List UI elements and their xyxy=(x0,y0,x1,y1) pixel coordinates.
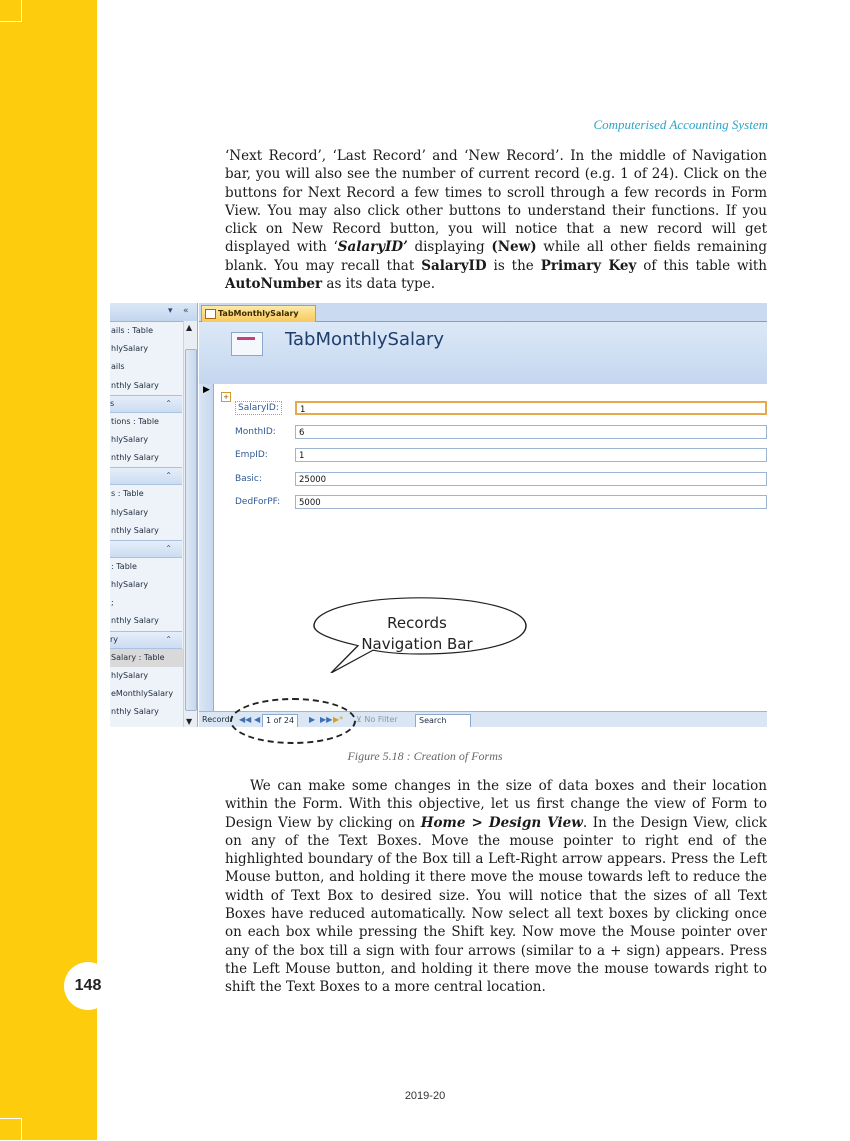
text-run: We can make some changes in the size of data boxes and their location within the Form. With this objective, let us first change the view of Form to Design View by clicking on xyxy=(225,778,767,831)
nav-item-label: : Table xyxy=(111,561,137,571)
nav-item-label: ails : Table xyxy=(111,326,153,335)
nav-pane-item[interactable] xyxy=(110,667,183,685)
nav-pane-item[interactable] xyxy=(110,522,183,540)
nav-pane-item[interactable] xyxy=(110,685,183,703)
body-paragraph-2 xyxy=(225,777,767,997)
nav-group-header[interactable] xyxy=(110,395,182,413)
tab-label: TabMonthlySalary xyxy=(218,309,299,318)
field-label xyxy=(235,427,276,437)
text-run: displaying xyxy=(407,239,492,256)
current-record-field[interactable]: 1 of 24 xyxy=(262,714,298,727)
nav-item-label: s xyxy=(110,398,115,408)
text-run: SalaryID’ xyxy=(337,239,408,256)
field-textbox[interactable]: 5000 xyxy=(295,495,767,509)
field-label-text: Basic: xyxy=(235,473,262,484)
nav-item-label: nthly Salary xyxy=(111,616,159,626)
nav-scrollbar[interactable] xyxy=(183,321,197,727)
filter-icon: ⊻ xyxy=(356,715,365,724)
nav-item-label: hlySalary xyxy=(111,344,149,354)
text-run: is the xyxy=(486,257,541,274)
figure-caption: Figure 5.18 : Creation of Forms xyxy=(347,749,503,763)
text-run: ‘Next Record’, ‘Last Record’ and ‘New Record’. In the middle of Navigation bar, you will also see the number of current record (e.g. 1 of 24). Click on the buttons for Next Record a few times to scroll through a few records in Form View. You may also click other buttons to understand their functions. If you click on New Record button, you will notice that a new record will get displayed with ‘ xyxy=(225,148,767,256)
scroll-thumb[interactable] xyxy=(185,349,197,711)
nav-group-header[interactable] xyxy=(110,540,182,558)
field-label xyxy=(235,450,268,460)
field-label xyxy=(235,497,280,507)
nav-pane-item[interactable] xyxy=(110,413,183,431)
first-record-button[interactable]: ◀◀ xyxy=(239,715,252,724)
next-record-button[interactable]: ▶ xyxy=(309,715,316,724)
nav-pane-item[interactable] xyxy=(110,449,183,467)
text-run: (New) xyxy=(491,239,537,256)
new-record-button[interactable]: ▶* xyxy=(333,715,344,724)
field-label-text: SalaryID: xyxy=(235,401,282,415)
scroll-down-icon[interactable]: ▼ xyxy=(186,717,193,726)
collapse-pane-icon[interactable]: « xyxy=(183,306,189,316)
last-record-button[interactable]: ▶▶ xyxy=(320,715,333,724)
callout-line-1: Records xyxy=(387,614,447,632)
footer-year: 2019-20 xyxy=(404,1090,446,1102)
navigation-pane xyxy=(110,303,198,727)
nav-item-label: nthly Salary xyxy=(111,525,159,535)
nav-pane-item[interactable] xyxy=(110,377,183,395)
page-number: 148 xyxy=(64,962,112,1010)
text-run: as its data type. xyxy=(322,276,436,293)
nav-pane-item[interactable] xyxy=(110,322,183,340)
document-tab-strip xyxy=(199,303,767,322)
nav-item-label: tions : Table xyxy=(111,416,159,426)
scroll-up-icon[interactable]: ▲ xyxy=(186,323,193,332)
nav-pane-item[interactable] xyxy=(110,431,183,449)
text-run: SalaryID xyxy=(421,257,487,274)
nav-pane-item[interactable] xyxy=(110,594,183,612)
nav-pane-item[interactable] xyxy=(110,558,183,576)
form-tab-icon xyxy=(205,309,216,319)
nav-item-label: nthly Salary xyxy=(111,707,159,717)
field-textbox[interactable]: 25000 xyxy=(295,472,767,486)
collapse-group-icon[interactable]: ⌃ xyxy=(165,634,172,644)
record-selector[interactable] xyxy=(199,384,214,711)
collapse-group-icon[interactable]: ⌃ xyxy=(165,471,172,481)
form-header xyxy=(199,322,767,384)
field-label xyxy=(235,474,262,484)
text-run: AutoNumber xyxy=(225,276,323,293)
nav-pane-item[interactable] xyxy=(110,703,183,721)
nav-pane-item[interactable] xyxy=(110,504,183,522)
nav-item-label: Salary : Table xyxy=(111,652,165,662)
nav-item-label: hlySalary xyxy=(111,507,149,517)
nav-pane-header xyxy=(110,303,197,322)
nav-item-label: ; xyxy=(111,598,114,608)
nav-item-label: s : Table xyxy=(111,489,144,499)
text-run: while all other fields remaining blank. You may recall that xyxy=(225,239,767,274)
field-label-text: MonthID: xyxy=(235,426,276,437)
collapse-group-icon[interactable]: ⌃ xyxy=(165,398,172,408)
field-textbox[interactable]: 1 xyxy=(295,448,767,462)
body-paragraph-1 xyxy=(225,147,767,293)
running-head: Computerised Accounting System xyxy=(593,117,768,132)
field-label-text: DedForPF: xyxy=(235,497,281,507)
text-run: . In the Design View, click on any of the Text Boxes. Move the mouse pointer to right end of the highlighted boundary of the Box till a Left-Right arrow appears. Press the Left Mouse button, and holding it there move the mouse towards left to reduce the width of Text Box to desired size. You will notice that the sizes of all Text Boxes have reduced automatically. Now select all text boxes by clicking once on each box while pressing the Shift key. Now move the Mouse pointer over any of the box till a sign with four arrows (similar to a + sign) appears. Press the Left Mouse button, and holding it there move the mouse towards right to shift the Text Boxes to a more central location. xyxy=(225,814,767,996)
nav-item-label: eMonthlySalary xyxy=(111,689,174,698)
field-label-text: EmpID: xyxy=(235,450,268,460)
layout-move-handle-icon[interactable]: + xyxy=(221,392,231,402)
crop-mark-top xyxy=(0,0,22,22)
nav-item-label: nthly Salary xyxy=(111,453,159,463)
nav-pane-item[interactable] xyxy=(110,485,183,503)
text-run: Primary Key xyxy=(540,257,637,274)
form-title: TabMonthlySalary xyxy=(285,329,445,350)
dropdown-icon[interactable]: ▾ xyxy=(168,306,173,316)
text-run: of this table with xyxy=(636,257,768,274)
nav-item-label: nthly Salary xyxy=(111,380,159,390)
no-filter-label: No Filter xyxy=(364,715,398,724)
tab-tabmonthlysalary[interactable] xyxy=(201,305,316,322)
no-filter-button[interactable] xyxy=(356,714,398,726)
navbar-highlight-ring xyxy=(230,698,356,744)
field-textbox[interactable]: 6 xyxy=(295,425,767,439)
nav-group-header[interactable] xyxy=(110,467,182,485)
field-textbox[interactable]: 1 xyxy=(295,401,767,415)
crop-mark-bottom xyxy=(0,1118,22,1141)
nav-pane-item[interactable] xyxy=(110,358,183,376)
previous-record-button[interactable]: ◀ xyxy=(254,715,261,724)
nav-item-label: hlySalary xyxy=(111,670,149,680)
callout-text xyxy=(313,613,521,655)
nav-pane-item[interactable] xyxy=(110,340,183,358)
nav-group-header[interactable] xyxy=(110,631,182,649)
record-label: Record: xyxy=(202,715,233,724)
nav-pane-item[interactable] xyxy=(110,612,183,630)
field-label xyxy=(235,403,282,413)
nav-pane-item[interactable] xyxy=(110,576,183,594)
text-run: Home > Design View xyxy=(420,814,583,831)
form-icon xyxy=(231,332,263,356)
search-field[interactable]: Search xyxy=(415,714,471,727)
nav-item-label: ry xyxy=(110,634,119,644)
callout-line-2: Navigation Bar xyxy=(361,635,473,653)
nav-item-label: hlySalary xyxy=(111,434,149,444)
collapse-group-icon[interactable]: ⌃ xyxy=(165,543,172,553)
nav-item-label: ails xyxy=(111,362,125,372)
current-record-icon: ▶ xyxy=(203,385,210,395)
nav-item-label: hlySalary xyxy=(111,580,149,590)
nav-pane-item[interactable] xyxy=(110,649,183,667)
